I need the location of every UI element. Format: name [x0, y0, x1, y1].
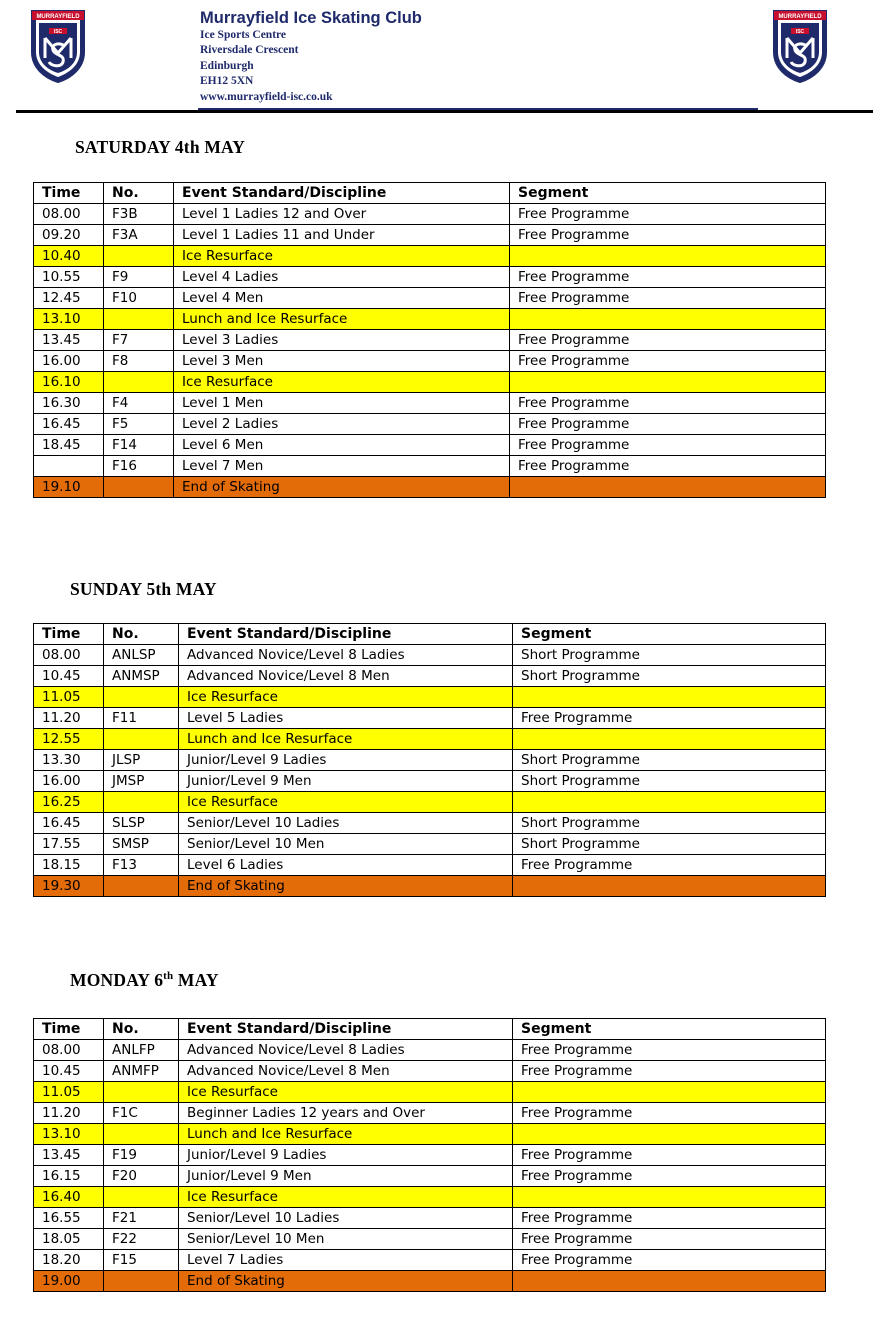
cell-no — [104, 1082, 179, 1103]
cell-segment: Free Programme — [510, 351, 826, 372]
cell-segment: Free Programme — [513, 1208, 826, 1229]
cell-segment: Free Programme — [510, 288, 826, 309]
table-row — [34, 204, 826, 225]
cell-time: 11.05 — [34, 687, 104, 708]
cell-time: 08.00 — [34, 1040, 104, 1061]
cell-no — [104, 1187, 179, 1208]
cell-no: F1C — [104, 1103, 179, 1124]
ice-resurface-row — [34, 1124, 826, 1145]
cell-time: 13.45 — [34, 1145, 104, 1166]
cell-event: Ice Resurface — [174, 246, 510, 267]
cell-time: 16.45 — [34, 414, 104, 435]
table-row — [34, 1166, 826, 1187]
cell-time: 09.20 — [34, 225, 104, 246]
ice-resurface-row — [34, 1187, 826, 1208]
table-header-row — [34, 624, 826, 645]
column-header-time: Time — [34, 1019, 104, 1040]
cell-segment: Free Programme — [513, 1229, 826, 1250]
cell-no — [104, 477, 174, 498]
cell-no: F10 — [104, 288, 174, 309]
cell-no: F15 — [104, 1250, 179, 1271]
cell-segment: Free Programme — [513, 1061, 826, 1082]
column-header-segment: Segment — [510, 183, 826, 204]
cell-no: JMSP — [104, 771, 179, 792]
cell-event: Ice Resurface — [179, 1082, 513, 1103]
end-of-skating-row — [34, 876, 826, 897]
cell-no: F13 — [104, 855, 179, 876]
ice-resurface-row — [34, 792, 826, 813]
column-header-time: Time — [34, 624, 104, 645]
cell-no: F19 — [104, 1145, 179, 1166]
cell-segment: Free Programme — [513, 1145, 826, 1166]
cell-event: Level 7 Ladies — [179, 1250, 513, 1271]
table-row — [34, 1208, 826, 1229]
cell-event: Level 7 Men — [174, 456, 510, 477]
cell-segment — [513, 1271, 826, 1292]
cell-time: 12.45 — [34, 288, 104, 309]
svg-text:MURRAYFIELD: MURRAYFIELD — [36, 14, 80, 20]
cell-segment — [513, 1187, 826, 1208]
table-row — [34, 1061, 826, 1082]
cell-segment — [510, 372, 826, 393]
cell-event: Ice Resurface — [179, 792, 513, 813]
club-name: Murrayfield Ice Skating Club — [200, 9, 422, 27]
ice-resurface-row — [34, 246, 826, 267]
address-line-street: Riversdale Crescent — [200, 44, 299, 57]
ice-resurface-row — [34, 687, 826, 708]
cell-event: Lunch and Ice Resurface — [179, 1124, 513, 1145]
table-row — [34, 708, 826, 729]
cell-no — [104, 372, 174, 393]
cell-segment — [513, 792, 826, 813]
table-row — [34, 351, 826, 372]
cell-time: 18.05 — [34, 1229, 104, 1250]
cell-event: End of Skating — [179, 1271, 513, 1292]
cell-segment — [510, 246, 826, 267]
cell-event: Advanced Novice/Level 8 Men — [179, 666, 513, 687]
ice-resurface-row — [34, 309, 826, 330]
cell-event: End of Skating — [179, 876, 513, 897]
table-header-row — [34, 1019, 826, 1040]
cell-no: F20 — [104, 1166, 179, 1187]
cell-time: 10.40 — [34, 246, 104, 267]
cell-event: Advanced Novice/Level 8 Ladies — [179, 645, 513, 666]
schedule-table-monday — [33, 1018, 826, 1292]
cell-no: JLSP — [104, 750, 179, 771]
cell-time: 16.10 — [34, 372, 104, 393]
table-row — [34, 456, 826, 477]
cell-no: SMSP — [104, 834, 179, 855]
cell-event: Advanced Novice/Level 8 Men — [179, 1061, 513, 1082]
cell-time: 16.45 — [34, 813, 104, 834]
cell-time: 13.45 — [34, 330, 104, 351]
cell-time: 13.10 — [34, 1124, 104, 1145]
cell-segment: Free Programme — [510, 330, 826, 351]
cell-event: Level 5 Ladies — [179, 708, 513, 729]
cell-time: 13.10 — [34, 309, 104, 330]
cell-no: ANLFP — [104, 1040, 179, 1061]
cell-no: F21 — [104, 1208, 179, 1229]
cell-no — [104, 729, 179, 750]
table-row — [34, 393, 826, 414]
cell-segment: Short Programme — [513, 771, 826, 792]
cell-segment: Free Programme — [510, 267, 826, 288]
table-row — [34, 834, 826, 855]
cell-segment — [513, 729, 826, 750]
cell-time: 11.20 — [34, 1103, 104, 1124]
cell-no: F8 — [104, 351, 174, 372]
table-row — [34, 666, 826, 687]
cell-event: Level 6 Men — [174, 435, 510, 456]
cell-event: Level 3 Men — [174, 351, 510, 372]
cell-event: Senior/Level 10 Men — [179, 834, 513, 855]
cell-no: ANMSP — [104, 666, 179, 687]
cell-event: Ice Resurface — [179, 687, 513, 708]
cell-event: Junior/Level 9 Ladies — [179, 1145, 513, 1166]
cell-time: 12.55 — [34, 729, 104, 750]
svg-text:MURRAYFIELD: MURRAYFIELD — [778, 14, 822, 20]
cell-event: Level 1 Ladies 11 and Under — [174, 225, 510, 246]
table-row — [34, 288, 826, 309]
cell-segment: Free Programme — [510, 435, 826, 456]
cell-segment — [513, 1082, 826, 1103]
club-crest-left-icon — [29, 8, 87, 84]
cell-event: Senior/Level 10 Men — [179, 1229, 513, 1250]
cell-segment: Short Programme — [513, 666, 826, 687]
cell-no: F16 — [104, 456, 174, 477]
table-row — [34, 1040, 826, 1061]
cell-time: 16.00 — [34, 351, 104, 372]
cell-no: F14 — [104, 435, 174, 456]
ice-resurface-row — [34, 372, 826, 393]
cell-no: F5 — [104, 414, 174, 435]
cell-time: 11.20 — [34, 708, 104, 729]
cell-no — [104, 876, 179, 897]
table-row — [34, 1250, 826, 1271]
cell-event: Advanced Novice/Level 8 Ladies — [179, 1040, 513, 1061]
cell-event: Level 1 Ladies 12 and Over — [174, 204, 510, 225]
cell-event: Junior/Level 9 Ladies — [179, 750, 513, 771]
ice-resurface-row — [34, 729, 826, 750]
column-header-event: Event Standard/Discipline — [179, 1019, 513, 1040]
cell-time: 18.45 — [34, 435, 104, 456]
table-row — [34, 855, 826, 876]
schedule-table-sunday — [33, 623, 826, 897]
column-header-segment: Segment — [513, 1019, 826, 1040]
cell-segment — [510, 309, 826, 330]
cell-event: Level 2 Ladies — [174, 414, 510, 435]
cell-time: 08.00 — [34, 204, 104, 225]
table-row — [34, 225, 826, 246]
cell-segment: Free Programme — [510, 393, 826, 414]
table-row — [34, 813, 826, 834]
cell-segment — [513, 876, 826, 897]
cell-event: End of Skating — [174, 477, 510, 498]
cell-time: 18.15 — [34, 855, 104, 876]
cell-time — [34, 456, 104, 477]
day-title-saturday: SATURDAY 4th MAY — [75, 137, 246, 157]
cell-event: Ice Resurface — [179, 1187, 513, 1208]
cell-segment: Free Programme — [510, 225, 826, 246]
table-row — [34, 1103, 826, 1124]
cell-time: 10.55 — [34, 267, 104, 288]
column-header-number: No. — [104, 1019, 179, 1040]
cell-no — [104, 1124, 179, 1145]
cell-event: Level 1 Men — [174, 393, 510, 414]
cell-time: 10.45 — [34, 666, 104, 687]
table-row — [34, 750, 826, 771]
cell-no — [104, 1271, 179, 1292]
cell-event: Senior/Level 10 Ladies — [179, 1208, 513, 1229]
address-line-venue: Ice Sports Centre — [200, 29, 287, 41]
cell-segment: Free Programme — [513, 1040, 826, 1061]
cell-time: 16.40 — [34, 1187, 104, 1208]
cell-no: F9 — [104, 267, 174, 288]
cell-segment: Short Programme — [513, 834, 826, 855]
table-row — [34, 645, 826, 666]
header-divider — [16, 110, 873, 113]
cell-event: Level 6 Ladies — [179, 855, 513, 876]
cell-no: F3B — [104, 204, 174, 225]
cell-no — [104, 687, 179, 708]
end-of-skating-row — [34, 1271, 826, 1292]
cell-time: 16.55 — [34, 1208, 104, 1229]
cell-segment: Free Programme — [510, 414, 826, 435]
cell-segment — [513, 687, 826, 708]
cell-event: Level 3 Ladies — [174, 330, 510, 351]
cell-no: F4 — [104, 393, 174, 414]
cell-event: Senior/Level 10 Ladies — [179, 813, 513, 834]
cell-segment: Free Programme — [510, 456, 826, 477]
cell-no: F7 — [104, 330, 174, 351]
cell-segment: Short Programme — [513, 813, 826, 834]
cell-event: Level 4 Men — [174, 288, 510, 309]
column-header-segment: Segment — [513, 624, 826, 645]
schedule-table-saturday — [33, 182, 826, 498]
cell-segment: Short Programme — [513, 750, 826, 771]
cell-no — [104, 792, 179, 813]
cell-time: 10.45 — [34, 1061, 104, 1082]
letterhead — [200, 8, 422, 105]
cell-segment — [513, 1124, 826, 1145]
cell-segment: Short Programme — [513, 645, 826, 666]
cell-event: Ice Resurface — [174, 372, 510, 393]
cell-event: Junior/Level 9 Men — [179, 771, 513, 792]
table-row — [34, 330, 826, 351]
cell-segment: Free Programme — [513, 1166, 826, 1187]
cell-no — [104, 309, 174, 330]
cell-time: 16.15 — [34, 1166, 104, 1187]
cell-time: 19.10 — [34, 477, 104, 498]
table-row — [34, 1145, 826, 1166]
cell-event: Level 4 Ladies — [174, 267, 510, 288]
cell-time: 13.30 — [34, 750, 104, 771]
table-row — [34, 267, 826, 288]
cell-time: 11.05 — [34, 1082, 104, 1103]
cell-no: F3A — [104, 225, 174, 246]
cell-time: 18.20 — [34, 1250, 104, 1271]
table-row — [34, 414, 826, 435]
cell-time: 19.30 — [34, 876, 104, 897]
cell-no: SLSP — [104, 813, 179, 834]
ice-resurface-row — [34, 1082, 826, 1103]
cell-no: ANLSP — [104, 645, 179, 666]
svg-text:ISC: ISC — [795, 29, 805, 35]
column-header-number: No. — [104, 624, 179, 645]
cell-time: 16.00 — [34, 771, 104, 792]
table-row — [34, 435, 826, 456]
cell-event: Lunch and Ice Resurface — [179, 729, 513, 750]
website-link[interactable]: www.murrayfield-isc.co.uk — [200, 90, 333, 103]
address-line-postcode: EH12 5XN — [200, 75, 254, 88]
club-crest-right-icon — [771, 8, 829, 84]
cell-time: 19.00 — [34, 1271, 104, 1292]
address-line-city: Edinburgh — [200, 59, 254, 72]
cell-segment: Free Programme — [513, 855, 826, 876]
cell-time: 08.00 — [34, 645, 104, 666]
cell-segment: Free Programme — [510, 204, 826, 225]
cell-event: Lunch and Ice Resurface — [174, 309, 510, 330]
cell-event: Junior/Level 9 Men — [179, 1166, 513, 1187]
table-row — [34, 1229, 826, 1250]
table-header-row — [34, 183, 826, 204]
cell-no — [104, 246, 174, 267]
day-title-monday: MONDAY 6th MAY — [70, 970, 219, 990]
table-row — [34, 771, 826, 792]
cell-time: 16.25 — [34, 792, 104, 813]
cell-no: ANMFP — [104, 1061, 179, 1082]
cell-no: F22 — [104, 1229, 179, 1250]
cell-event: Beginner Ladies 12 years and Over — [179, 1103, 513, 1124]
cell-time: 16.30 — [34, 393, 104, 414]
cell-segment: Free Programme — [513, 1250, 826, 1271]
column-header-time: Time — [34, 183, 104, 204]
column-header-event: Event Standard/Discipline — [174, 183, 510, 204]
day-title-sunday: SUNDAY 5th MAY — [70, 579, 217, 599]
cell-segment: Free Programme — [513, 708, 826, 729]
column-header-event: Event Standard/Discipline — [179, 624, 513, 645]
cell-time: 17.55 — [34, 834, 104, 855]
column-header-number: No. — [104, 183, 174, 204]
cell-no: F11 — [104, 708, 179, 729]
svg-text:ISC: ISC — [53, 29, 63, 35]
cell-segment — [510, 477, 826, 498]
cell-segment: Free Programme — [513, 1103, 826, 1124]
end-of-skating-row — [34, 477, 826, 498]
